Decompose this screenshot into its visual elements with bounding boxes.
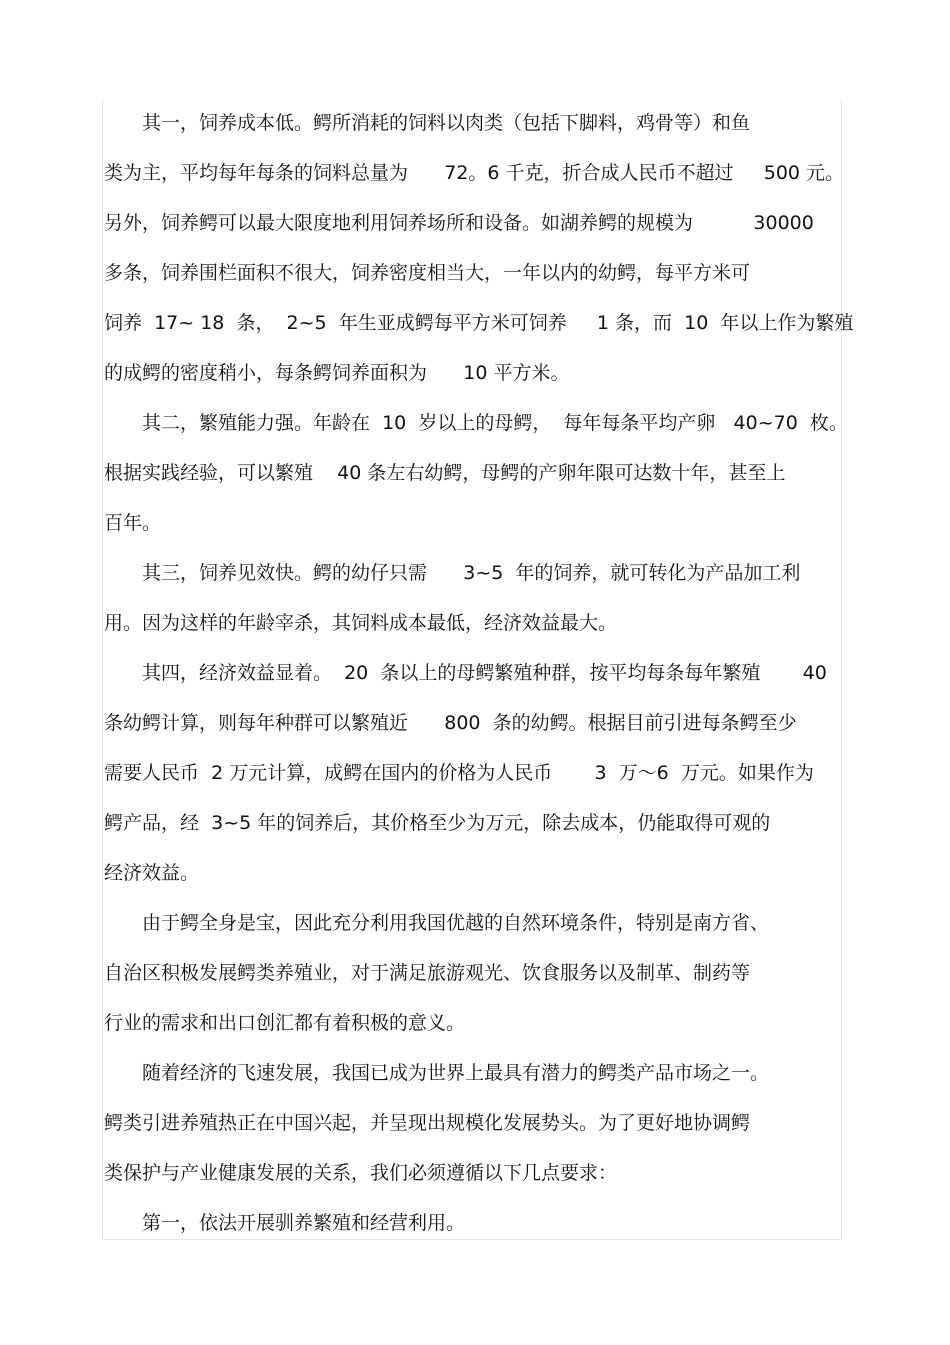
- text-line: 鳄类引进养殖热正在中国兴起，并呈现出规模化发展势头。为了更好地协调鳄: [104, 1112, 751, 1134]
- text-line: 类保护与产业健康发展的关系，我们必须遵循以下几点要求：: [104, 1162, 618, 1184]
- text-line: 由于鳄全身是宝，因此充分利用我国优越的自然环境条件，特别是南方省、: [142, 912, 770, 934]
- text-line: 需要人民币 2 万元计算，成鳄在国内的价格为人民币 3 万～6 万元。如果作为: [104, 762, 814, 784]
- text-line: 饲养 17~ 18 条， 2~5 年生亚成鳄每平方米可饲养 1 条，而 10 年以上作为繁殖: [104, 312, 854, 334]
- text-line: 随着经济的飞速发展，我国已成为世界上最具有潜力的鳄类产品市场之一。: [142, 1062, 770, 1084]
- text-line: 百年。: [104, 512, 162, 534]
- text-line: 行业的需求和出口创汇都有着积极的意义。: [104, 1012, 466, 1034]
- text-line: 用。因为这样的年龄宰杀，其饲料成本最低，经济效益最大。: [104, 612, 618, 634]
- text-line: 其三，饲养见效快。鳄的幼仔只需 3~5 年的饲养，就可转化为产品加工利: [142, 562, 801, 584]
- text-line: 其四，经济效益显着。 20 条以上的母鳄繁殖种群，按平均每条每年繁殖 40: [142, 662, 827, 684]
- text-line: 鳄产品，经 3~5 年的饲养后，其价格至少为万元，除去成本，仍能取得可观的: [104, 812, 771, 834]
- text-line: 条幼鳄计算，则每年种群可以繁殖近 800 条的幼鳄。根据目前引进每条鳄至少: [104, 712, 797, 734]
- text-line: 的成鳄的密度稍小，每条鳄饲养面积为 10 平方米。: [104, 362, 570, 384]
- text-line: 自治区积极发展鳄类养殖业，对于满足旅游观光、饮食服务以及制革、制药等: [104, 962, 751, 984]
- text-line: 其二，繁殖能力强。年龄在 10 岁以上的母鳄， 每年每条平均产卵 40~70 枚。: [142, 412, 848, 434]
- text-line: 根据实践经验，可以繁殖 40 条左右幼鳄，母鳄的产卵年限可达数十年，甚至上: [104, 462, 786, 484]
- text-line: 多条，饲养围栏面积不很大，饲养密度相当大，一年以内的幼鳄，每平方米可: [104, 262, 751, 284]
- text-line: 经济效益。: [104, 862, 200, 884]
- text-line: 其一，饲养成本低。鳄所消耗的饲料以肉类（包括下脚料，鸡骨等）和鱼: [142, 112, 751, 134]
- text-line: 类为主，平均每年每条的饲料总量为 72。6 千克，折合成人民币不超过 500 元。: [104, 162, 845, 184]
- text-line: 另外，饲养鳄可以最大限度地利用饲养场所和设备。如湖养鳄的规模为 30000: [104, 212, 814, 234]
- document-body: [104, 103, 854, 1253]
- text-line: 第一，依法开展驯养繁殖和经营利用。: [142, 1212, 466, 1234]
